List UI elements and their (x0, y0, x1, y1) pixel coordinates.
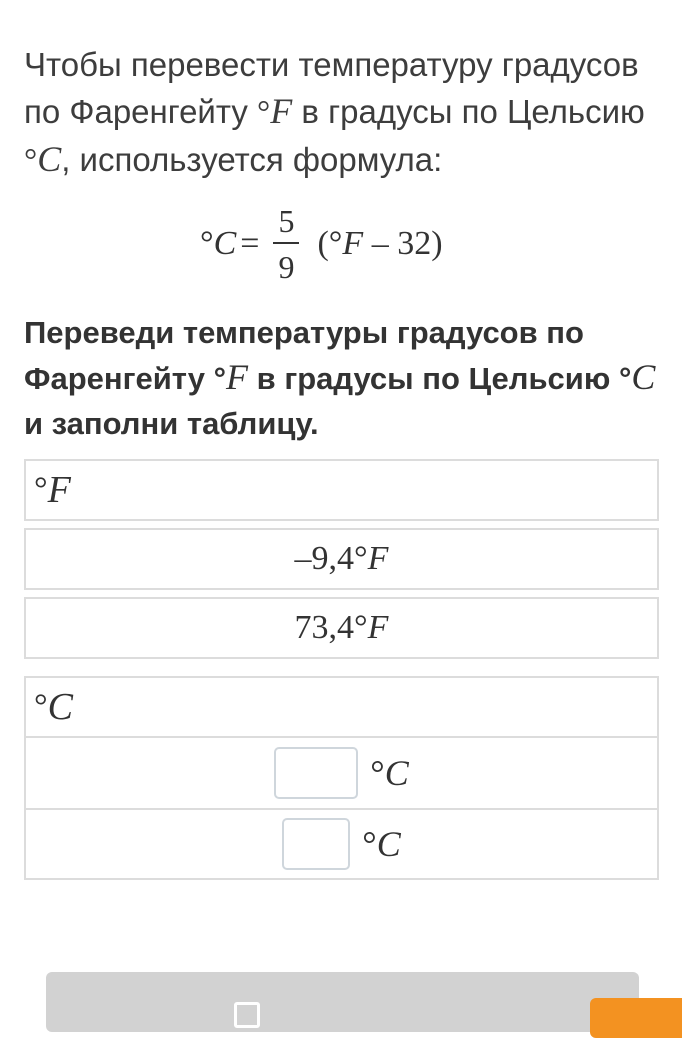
pencil-icon (234, 1002, 260, 1028)
fahrenheit-symbol: F (342, 225, 364, 262)
celsius-symbol: C (213, 225, 237, 262)
intro-text-part: в градусы по Цельсию (292, 93, 645, 130)
fahrenheit-value: 73,4° (294, 609, 368, 646)
degree-symbol: ° (213, 361, 227, 396)
celsius-unit (370, 752, 408, 794)
fraction-numerator: 5 (278, 203, 295, 239)
degree-symbol: ° (618, 361, 632, 396)
table-f-header (24, 459, 659, 521)
celsius-answer-input-1[interactable] (274, 747, 358, 799)
task-text (24, 310, 664, 446)
intro-text-part: , используется формула: (61, 141, 443, 178)
table-row (24, 597, 659, 659)
task-text-part: Переведи температуры градусов по Фаренгейту (24, 315, 584, 396)
table-row (24, 528, 659, 590)
formula-rest: – 32) (363, 225, 443, 262)
conversion-formula (200, 196, 443, 292)
task-text-part: и заполни таблицу. (24, 406, 319, 441)
celsius-symbol: C (376, 824, 401, 864)
celsius-symbol: C (37, 139, 62, 179)
fraction (273, 202, 299, 286)
equals-sign: = (240, 225, 260, 262)
fahrenheit-symbol: F (226, 357, 249, 397)
celsius-symbol: C (47, 686, 73, 728)
degree-symbol: ° (370, 753, 385, 793)
intro-text-part: Чтобы перевести температуру градусов по Фаренгейту (24, 46, 639, 130)
intro-text (24, 42, 664, 184)
fahrenheit-value: –9,4° (294, 540, 368, 577)
fahrenheit-symbol: F (367, 609, 389, 646)
celsius-answer-input-2[interactable] (282, 818, 350, 870)
degree-symbol: ° (200, 225, 214, 262)
degree-symbol: ° (34, 471, 48, 508)
degree-symbol: ° (24, 143, 38, 179)
table-row (24, 736, 659, 810)
task-text-part: в градусы по Цельсию (248, 361, 619, 396)
fraction-bar (273, 242, 299, 244)
degree-symbol: ° (257, 95, 271, 131)
formula-open-paren: (° (317, 225, 343, 262)
fahrenheit-symbol: F (47, 469, 71, 511)
table-row (24, 808, 659, 880)
fahrenheit-symbol: F (367, 540, 389, 577)
fraction-denominator: 9 (278, 249, 295, 285)
table-c-header (24, 676, 659, 738)
fahrenheit-symbol: F (270, 91, 293, 131)
celsius-unit (362, 823, 400, 865)
check-answer-button[interactable] (46, 972, 639, 1032)
degree-symbol: ° (362, 824, 377, 864)
celsius-symbol: C (384, 753, 409, 793)
degree-symbol: ° (34, 688, 48, 725)
celsius-symbol: C (631, 357, 656, 397)
next-button[interactable] (590, 998, 682, 1038)
